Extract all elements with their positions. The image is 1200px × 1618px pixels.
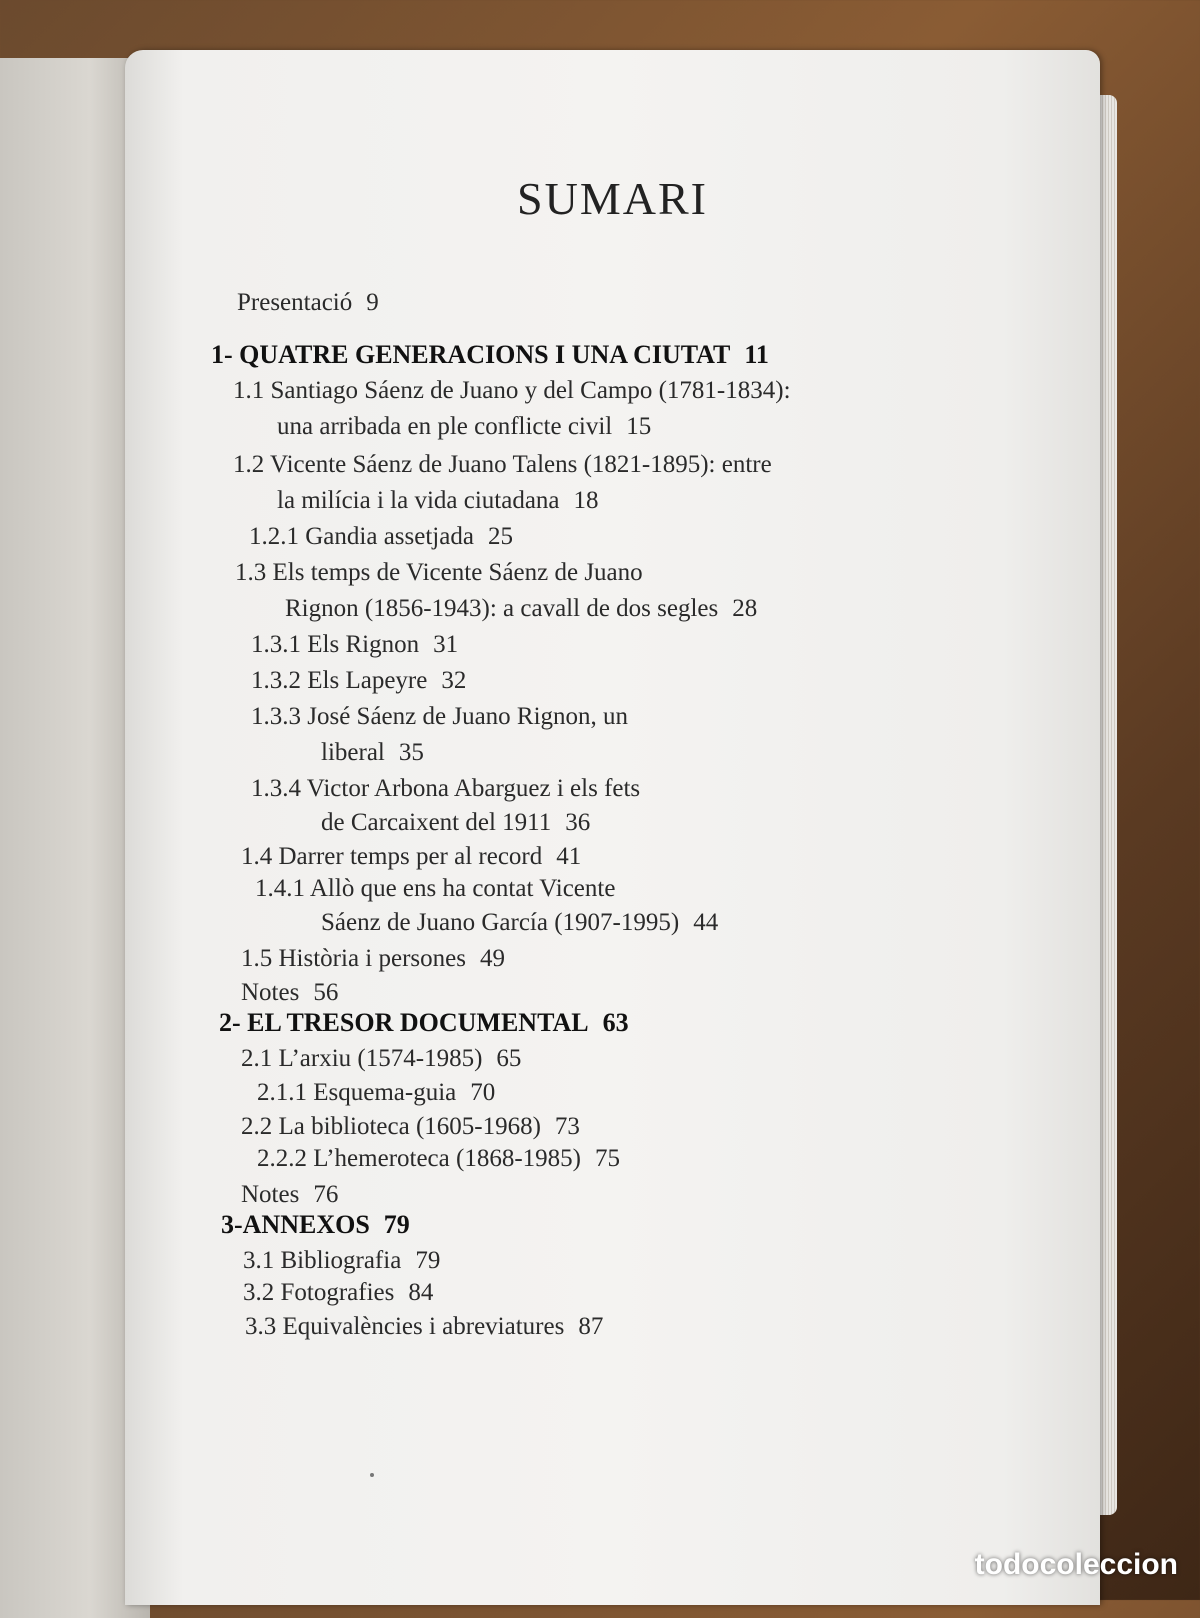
- toc-entry: [257, 1142, 620, 1176]
- toc-entry: [321, 906, 718, 940]
- page-title: SUMARI: [517, 173, 708, 224]
- toc-entry-text: de Carcaixent del 1911: [321, 809, 552, 836]
- toc-entry: [251, 772, 654, 806]
- page-speck: [370, 1473, 374, 1477]
- toc-entry-text: 1- QUATRE GENERACIONS I UNA CIUTAT: [211, 340, 731, 369]
- toc-entry: [249, 520, 513, 554]
- toc-entry-page: 76: [313, 1181, 339, 1208]
- toc-entry-page: 41: [556, 843, 582, 870]
- toc-entry: [321, 736, 424, 770]
- toc-entry: [255, 872, 629, 906]
- toc-entry-text: Presentació: [237, 289, 353, 316]
- toc-entry-text: 3.1 Bibliografia: [243, 1247, 402, 1274]
- toc-entry-text: 3-ANNEXOS: [221, 1210, 370, 1239]
- toc-entry-page: 36: [565, 809, 591, 836]
- toc-entry-text: 3.3 Equivalències i abreviatures: [245, 1313, 565, 1340]
- toc-chapter: [211, 338, 769, 372]
- toc-entry-page: 79: [415, 1247, 441, 1274]
- toc-entry: [233, 448, 786, 482]
- toc-entry-text: Notes: [241, 979, 300, 1006]
- toc-entry: [277, 484, 599, 518]
- toc-entry-text: 1.1 Santiago Sáenz de Juano y del Campo (1781-1834):: [233, 377, 791, 404]
- toc-entry: [241, 976, 338, 1010]
- toc-entry: [243, 1244, 440, 1278]
- toc-entry: [321, 806, 590, 840]
- toc-entry: [251, 700, 642, 734]
- toc-entry-text: 1.4 Darrer temps per al record: [241, 843, 543, 870]
- toc-entry-text: una arribada en ple conflicte civil: [277, 413, 613, 440]
- toc-entry-text: Rignon (1856-1943): a cavall de dos segles: [285, 595, 719, 622]
- toc-entry-page: 32: [441, 667, 467, 694]
- toc-entry-text: 1.5 Història i persones: [241, 945, 466, 972]
- toc-entry-text: 2.2 La biblioteca (1605-1968): [241, 1113, 541, 1140]
- toc-chapter: [219, 1006, 629, 1040]
- toc-entry: [245, 1310, 603, 1344]
- toc-entry-text: 1.3 Els temps de Vicente Sáenz de Juano: [235, 559, 643, 586]
- toc-entry: [241, 942, 505, 976]
- toc-entry-page: 63: [602, 1008, 629, 1037]
- toc-entry-page: 75: [594, 1145, 620, 1172]
- watermark-logo: todocoleccion: [974, 1548, 1178, 1581]
- toc-entry-page: 79: [383, 1210, 410, 1239]
- toc-entry: [235, 556, 657, 590]
- toc-entry-text: la milícia i la vida ciutadana: [277, 487, 560, 514]
- toc-entry-text: 1.3.3 José Sáenz de Juano Rignon, un: [251, 703, 629, 730]
- toc-entry-page: 84: [408, 1279, 434, 1306]
- toc-entry-text: 2- EL TRESOR DOCUMENTAL: [219, 1008, 589, 1037]
- toc-entry: [251, 628, 458, 662]
- toc-entry-text: Notes: [241, 1181, 300, 1208]
- toc-entry-page: 28: [732, 595, 758, 622]
- toc-entry: [243, 1276, 433, 1310]
- toc-entry-page: 9: [366, 289, 379, 316]
- toc-entry-page: 31: [433, 631, 459, 658]
- toc-entry-text: 1.3.4 Victor Arbona Abarguez i els fets: [251, 775, 641, 802]
- toc-entry-page: 87: [578, 1313, 604, 1340]
- toc-entry: [237, 286, 379, 320]
- toc-entry-page: 15: [626, 413, 652, 440]
- toc-entry-page: 44: [693, 909, 719, 936]
- toc-entry-text: 2.2.2 L’hemeroteca (1868-1985): [257, 1145, 581, 1172]
- toc-chapter: [221, 1208, 410, 1242]
- toc-entry-page: 25: [487, 523, 513, 550]
- book-page: [125, 50, 1100, 1605]
- toc-entry-page: 35: [398, 739, 424, 766]
- toc-entry-page: 70: [470, 1079, 496, 1106]
- toc-entry: [233, 374, 805, 408]
- table-of-contents: [125, 50, 1100, 1605]
- toc-entry-text: 1.3.1 Els Rignon: [251, 631, 420, 658]
- toc-entry-page: 49: [479, 945, 505, 972]
- toc-entry-text: liberal: [321, 739, 385, 766]
- toc-entry: [285, 592, 757, 626]
- toc-entry: [241, 1042, 521, 1076]
- toc-entry-page: 18: [573, 487, 599, 514]
- toc-entry: [251, 664, 466, 698]
- toc-entry-page: 73: [554, 1113, 580, 1140]
- toc-entry-text: 1.4.1 Allò que ens ha contat Vicente: [255, 875, 616, 902]
- toc-entry: [241, 840, 581, 874]
- toc-entry-text: 2.1.1 Esquema-guia: [257, 1079, 457, 1106]
- toc-entry-text: Sáenz de Juano García (1907-1995): [321, 909, 680, 936]
- toc-entry-text: 2.1 L’arxiu (1574-1985): [241, 1045, 483, 1072]
- toc-entry: [257, 1076, 495, 1110]
- toc-entry-page: 56: [313, 979, 339, 1006]
- toc-entry-text: 1.2 Vicente Sáenz de Juano Talens (1821-1895): entre: [233, 451, 772, 478]
- toc-entry: [277, 410, 651, 444]
- toc-entry-text: 1.2.1 Gandia assetjada: [249, 523, 474, 550]
- toc-entry-page: 11: [744, 340, 769, 369]
- toc-entry: [241, 1110, 580, 1144]
- toc-entry-text: 1.3.2 Els Lapeyre: [251, 667, 428, 694]
- toc-entry-page: 65: [496, 1045, 522, 1072]
- toc-entry: [241, 1178, 338, 1212]
- toc-entry-text: 3.2 Fotografies: [243, 1279, 395, 1306]
